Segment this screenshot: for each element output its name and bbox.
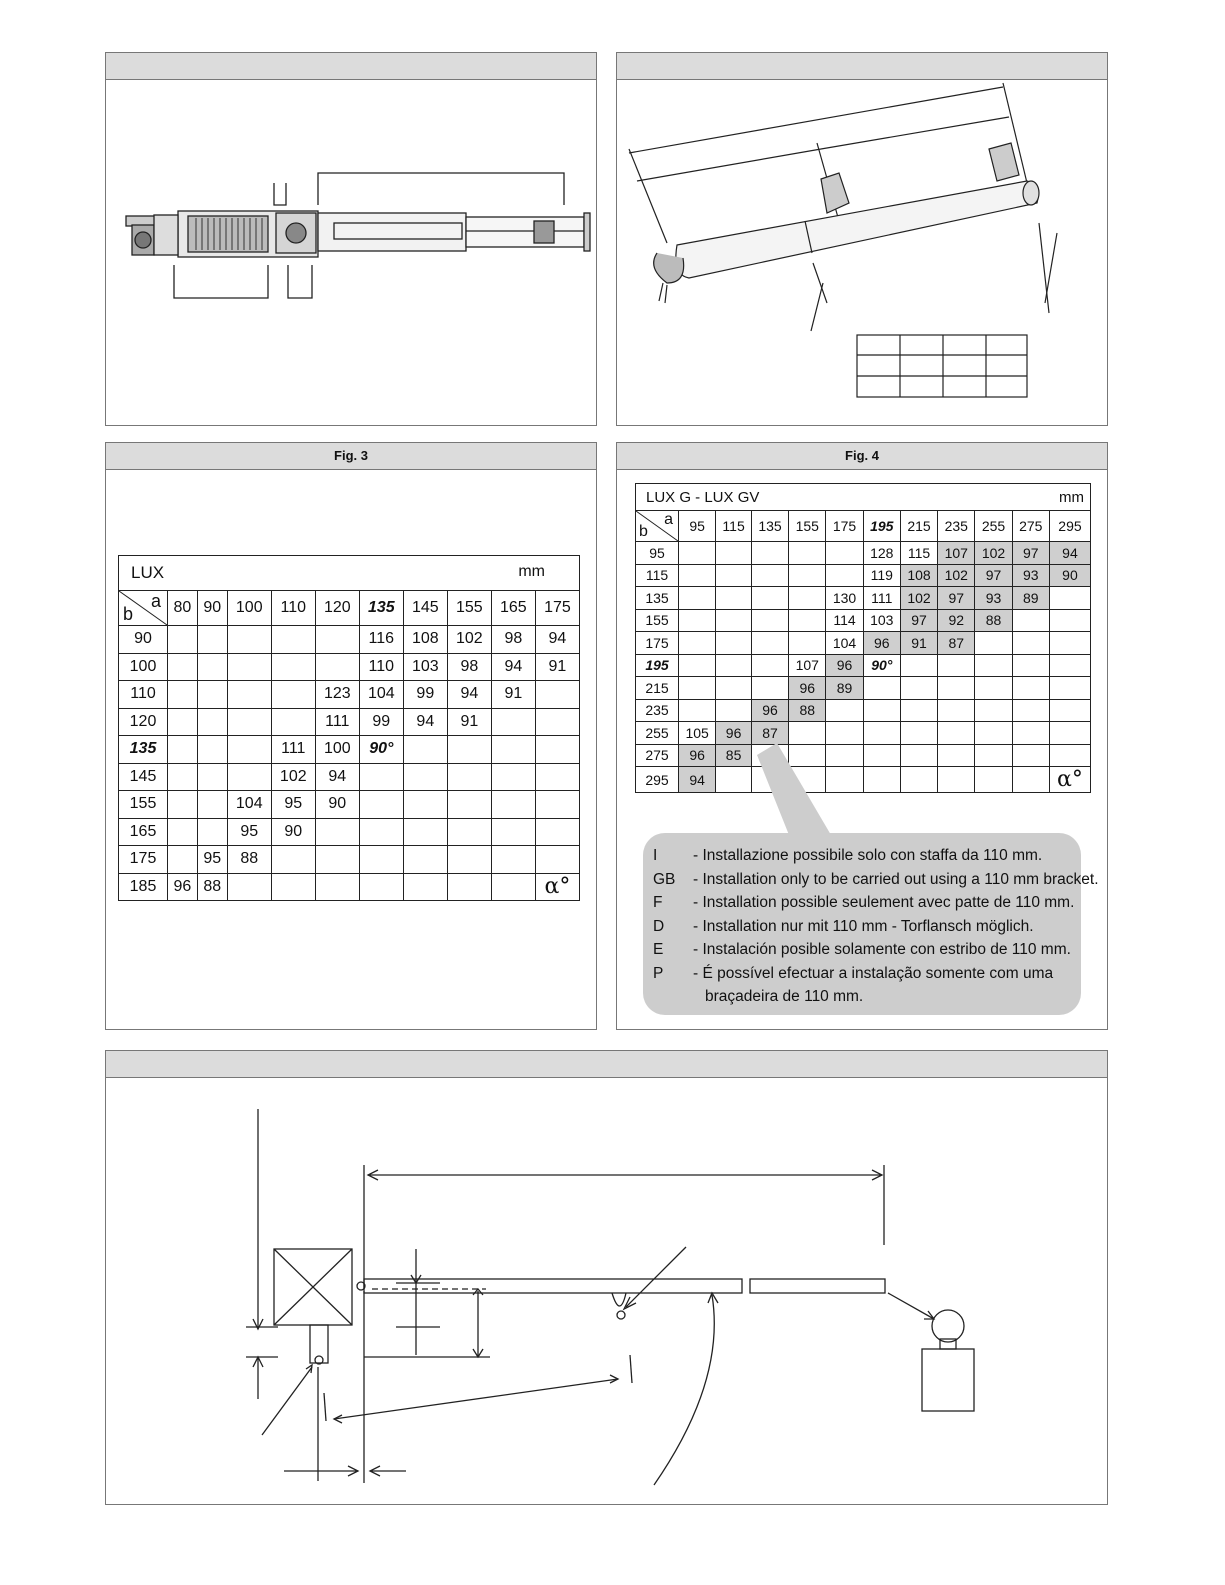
table-cell [168,626,198,654]
table-cell: 107 [789,654,826,677]
col-header: 120 [315,591,359,626]
table-cell [227,653,271,681]
table-cell: 96 [679,744,716,767]
table-cell: 110 [359,653,403,681]
corner-cell [119,591,168,626]
table-cell: 89 [1012,587,1049,610]
col-header: 175 [826,511,863,542]
table-row [119,736,580,764]
table-cell [535,708,579,736]
table-cell: 97 [1012,542,1049,565]
row-header: 175 [636,632,679,655]
corner-a-label: a [664,511,673,528]
table-cell: 96 [826,654,863,677]
col-header: 135 [751,511,788,542]
table-cell [271,626,315,654]
table-cell: 90° [359,736,403,764]
table-cell: 116 [359,626,403,654]
row-header: 275 [636,744,679,767]
table-cell: 88 [975,609,1012,632]
table-cell [197,653,227,681]
table-cell: 87 [938,632,975,655]
table-cell: 115 [900,542,937,565]
table-cell: 94 [447,681,491,709]
table-cell [271,846,315,874]
col-header: 155 [447,591,491,626]
table-cell [271,873,315,901]
table-cell [535,873,579,901]
table-cell [315,818,359,846]
legend-text: - É possível efectuar a instalação somente com uma [693,964,1054,982]
lux-table [118,555,580,901]
col-header: 295 [1049,511,1090,542]
table-cell: 128 [863,542,900,565]
table-cell [227,873,271,901]
alpha-label: α° [1057,767,1083,792]
col-header: 175 [535,591,579,626]
table-row [119,791,580,819]
table-cell: 107 [938,542,975,565]
table-cell: 98 [447,653,491,681]
table-cell: 96 [716,722,752,745]
table-cell [403,818,447,846]
corner-b-label: b [639,523,648,540]
table-row [119,763,580,791]
table-cell: 92 [938,609,975,632]
table-cell: 97 [938,587,975,610]
col-header: 145 [403,591,447,626]
lux-table-title-cell [119,556,580,591]
table-cell: 111 [271,736,315,764]
legend-text: - Installation only to be carried out using a 110 mm bracket. [693,870,1099,888]
table-cell: 103 [403,653,447,681]
table-cell: 102 [271,763,315,791]
fig3-caption: Fig. 3 [106,443,596,470]
table-cell [359,791,403,819]
table-cell [315,653,359,681]
table-cell [168,653,198,681]
table-cell [491,791,535,819]
table-cell [491,763,535,791]
table-cell: 97 [900,609,937,632]
table-cell [197,681,227,709]
panel-fig1 [105,52,597,426]
corner-a-label: a [150,591,161,611]
table-cell [403,846,447,874]
actuator-drawing [106,53,598,427]
table-cell [168,818,198,846]
table-cell [271,681,315,709]
table-cell: 105 [679,722,716,745]
table-cell [227,763,271,791]
col-header: 115 [716,511,752,542]
table-cell [535,681,579,709]
table-cell [271,708,315,736]
table-cell [168,791,198,819]
table-cell: 91 [491,681,535,709]
table-cell [535,763,579,791]
table-cell: 130 [826,587,863,610]
alpha-label: α° [544,874,571,900]
col-header: 165 [491,591,535,626]
row-header: 90 [119,626,168,654]
table-cell [447,763,491,791]
table-cell [491,736,535,764]
table-row [119,818,580,846]
table-cell: 93 [975,587,1012,610]
corner-b-label: b [123,604,134,624]
row-header: 195 [636,654,679,677]
panel-fig5 [105,1050,1108,1505]
table-cell [447,791,491,819]
table-cell: 100 [315,736,359,764]
table-cell: 94 [315,763,359,791]
legend-language-code: P [653,964,664,982]
table-cell [227,626,271,654]
table-cell: 88 [197,873,227,901]
table-cell: 90° [863,654,900,677]
table-cell: 102 [900,587,937,610]
table-cell [535,818,579,846]
row-header: 135 [119,736,168,764]
table-cell: 87 [751,722,788,745]
col-header: 80 [168,591,198,626]
table-cell [447,818,491,846]
col-header: 155 [789,511,826,542]
table-cell [359,818,403,846]
table-cell: 102 [975,542,1012,565]
table-row [119,626,580,654]
table-cell: 96 [863,632,900,655]
row-header: 215 [636,677,679,700]
legend-text: - Instalación posible solamente con estribo de 110 mm. [693,941,1071,958]
table-cell [227,681,271,709]
table-cell: 90 [315,791,359,819]
col-header: 255 [975,511,1012,542]
table-cell: 91 [535,653,579,681]
col-header: 95 [679,511,716,542]
col-header: 235 [938,511,975,542]
table-cell: 94 [403,708,447,736]
table-cell: 111 [863,587,900,610]
table-cell [491,846,535,874]
table-cell [491,873,535,901]
fig4-caption: Fig. 4 [617,443,1107,470]
row-header: 95 [636,542,679,565]
table-cell [315,846,359,874]
table-cell: 104 [359,681,403,709]
row-header: 100 [119,653,168,681]
table-cell: 93 [1012,564,1049,587]
table-cell: 98 [491,626,535,654]
table-cell: 96 [751,699,788,722]
table-cell [197,763,227,791]
table-cell [168,846,198,874]
table-cell [168,763,198,791]
table-cell: 123 [315,681,359,709]
table-cell [403,736,447,764]
row-header: 145 [119,763,168,791]
legend-text: - Installation nur mit 110 mm - Torflansch möglich. [693,917,1034,935]
table-cell [359,763,403,791]
legend-language-code: I [653,847,658,864]
table-cell: 90 [1049,564,1090,587]
table-cell: 94 [535,626,579,654]
table-row [119,681,580,709]
row-header: 255 [636,722,679,745]
panel-fig3 [105,442,597,1030]
row-header: 135 [636,587,679,610]
table-cell [197,708,227,736]
table-cell [403,763,447,791]
table-cell [197,736,227,764]
col-header: 110 [271,591,315,626]
table-cell: 95 [197,846,227,874]
row-header: 115 [636,564,679,587]
table-cell [168,736,198,764]
table-cell: 88 [227,846,271,874]
table-cell [491,708,535,736]
table-cell: 94 [491,653,535,681]
table-cell [168,681,198,709]
legend-text: - Installation possible seulement avec patte de 110 mm. [693,894,1075,911]
table-cell: 104 [826,632,863,655]
col-header: 100 [227,591,271,626]
lux-g-model-label: LUX G - LUX GV [646,488,760,506]
legend-text: - Installazione possibile solo con staffa da 110 mm. [693,847,1043,864]
table-cell: 108 [403,626,447,654]
row-header: 155 [636,609,679,632]
table-cell: 91 [447,708,491,736]
table-cell: 99 [359,708,403,736]
table-cell [168,708,198,736]
table-cell [315,626,359,654]
legend-language-code: D [653,917,665,935]
lux-g-unit-label: mm [1059,488,1084,506]
table-cell: 119 [863,564,900,587]
table-cell: 95 [271,791,315,819]
table-cell: 104 [227,791,271,819]
table-cell [197,818,227,846]
table-row [119,873,580,901]
legend-language-code: E [653,941,664,958]
table-cell [447,873,491,901]
table-cell [271,653,315,681]
table-cell [491,818,535,846]
table-cell: 111 [315,708,359,736]
col-header: 135 [359,591,403,626]
table-cell [535,736,579,764]
table-cell: 94 [1049,542,1090,565]
table-cell [403,873,447,901]
table-cell: 99 [403,681,447,709]
installation-drawing [106,1051,1109,1506]
col-header: 90 [197,591,227,626]
row-header: 295 [636,767,679,793]
table-cell [447,736,491,764]
table-cell [315,873,359,901]
row-header: 155 [119,791,168,819]
table-row [119,846,580,874]
row-header: 175 [119,846,168,874]
panel-fig4 [616,442,1108,1030]
table-cell [535,846,579,874]
language-legend [643,833,1099,1015]
table-cell: 96 [789,677,826,700]
col-header: 275 [1012,511,1049,542]
row-header: 185 [119,873,168,901]
table-cell: 102 [938,564,975,587]
table-cell: 85 [716,744,752,767]
table-cell: 97 [975,564,1012,587]
table-cell: 90 [271,818,315,846]
table-cell [535,791,579,819]
row-header: 110 [119,681,168,709]
legend-language-code: GB [653,870,676,888]
table-cell: 89 [826,677,863,700]
table-row [119,653,580,681]
table-cell: 88 [789,699,826,722]
table-cell: 108 [900,564,937,587]
table-cell [447,846,491,874]
legend-text: braçadeira de 110 mm. [705,988,864,1005]
isometric-drawing [617,53,1109,427]
table-cell: 96 [168,873,198,901]
row-header: 235 [636,699,679,722]
lux-unit-label: mm [518,563,545,580]
table-cell: 95 [227,818,271,846]
table-cell: 94 [679,767,716,793]
table-cell [227,736,271,764]
panel-fig2 [616,52,1108,426]
col-header: 195 [863,511,900,542]
table-cell: 103 [863,609,900,632]
table-cell: 102 [447,626,491,654]
table-cell [359,846,403,874]
table-cell [227,708,271,736]
row-header: 165 [119,818,168,846]
table-cell [197,626,227,654]
table-cell [403,791,447,819]
table-row [119,708,580,736]
lux-model-label: LUX [131,563,165,582]
table-cell: 114 [826,609,863,632]
legend-language-code: F [653,894,663,911]
table-cell [197,791,227,819]
row-header: 120 [119,708,168,736]
table-cell: 91 [900,632,937,655]
col-header: 215 [900,511,937,542]
table-cell [359,873,403,901]
